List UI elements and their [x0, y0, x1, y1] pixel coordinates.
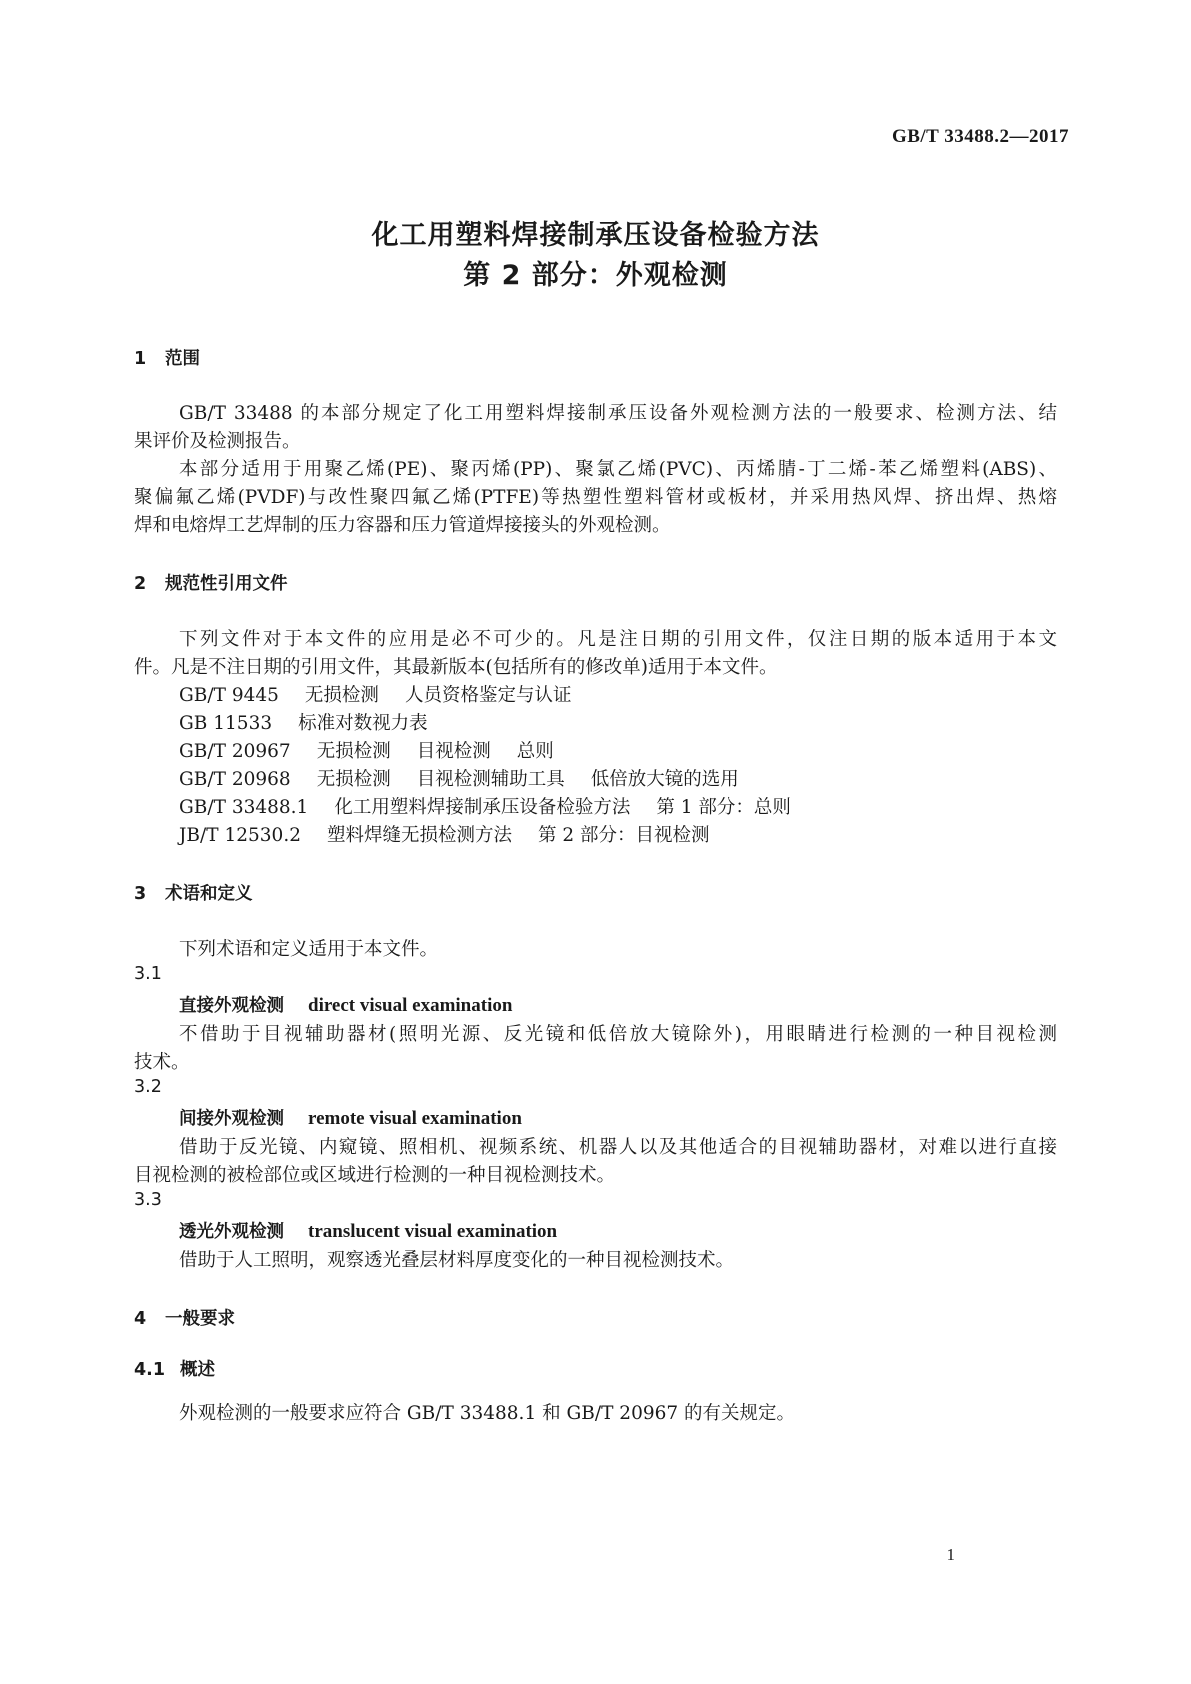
subsection-4-1-heading: [134, 1356, 215, 1381]
paragraph-line: 本部分适用于用聚乙烯(PE)、聚丙烯(PP)、聚氯乙烯(PVC)、丙烯腈-丁二烯-苯乙烯塑料(ABS)、: [179, 459, 1057, 480]
reference-item: [179, 709, 428, 735]
paragraph-line: 件。凡是不注日期的引用文件，其最新版本(包括所有的修改单)适用于本文件。: [134, 657, 778, 678]
term-zh: 透光外观检测: [179, 1222, 284, 1242]
reference-title-part: 无损检测: [316, 769, 391, 790]
term-definition-line: 借助于反光镜、内窥镜、照相机、视频系统、机器人以及其他适合的目视辅助器材，对难以进行直接: [179, 1137, 1057, 1158]
standard-number: GB/T 33488.2—2017: [891, 126, 1069, 147]
term-number: 3.2: [134, 1077, 162, 1097]
section-number: 4: [134, 1309, 147, 1329]
document-subtitle: 第 2 部分：外观检测: [463, 260, 728, 291]
reference-code: GB 11533: [179, 713, 273, 734]
reference-title-part: 塑料焊缝无损检测方法: [326, 825, 512, 846]
term-definition-line: 目视检测的被检部位或区域进行检测的一种目视检测技术。: [134, 1165, 616, 1186]
section-number: 1: [134, 349, 147, 369]
reference-title-part: 目视检测: [416, 741, 491, 762]
document-title: 化工用塑料焊接制承压设备检验方法: [371, 220, 820, 251]
reference-code: GB/T 33488.1: [179, 797, 309, 818]
term-en: remote visual examination: [308, 1108, 522, 1129]
term-heading: [179, 1105, 522, 1130]
term-number: 3.1: [134, 964, 162, 984]
reference-item: [179, 793, 791, 819]
paragraph-line: 焊和电熔焊工艺焊制的压力容器和压力管道焊接接头的外观检测。: [134, 515, 671, 536]
reference-title-part: 总则: [516, 741, 554, 762]
section-number: 3: [134, 884, 147, 904]
reference-code: GB/T 9445: [179, 685, 279, 706]
reference-code: JB/T 12530.2: [179, 825, 301, 846]
paragraph-line: 聚偏氟乙烯(PVDF)与改性聚四氟乙烯(PTFE)等热塑性塑料管材或板材，并采用热风焊、挤出焊、热熔: [134, 487, 1057, 508]
reference-code: GB/T 20967: [179, 741, 291, 762]
section-title: 一般要求: [165, 1309, 235, 1329]
reference-title-part: 无损检测: [316, 741, 391, 762]
section-title: 规范性引用文件: [165, 574, 288, 594]
subsection-number: 4.1: [134, 1360, 166, 1380]
paragraph-line: 果评价及检测报告。: [134, 431, 301, 452]
paragraph-line: 下列术语和定义适用于本文件。: [179, 939, 439, 960]
term-definition-line: 借助于人工照明，观察透光叠层材料厚度变化的一种目视检测技术。: [179, 1250, 735, 1271]
reference-code: GB/T 20968: [179, 769, 291, 790]
term-zh: 间接外观检测: [179, 1109, 284, 1129]
reference-item: [179, 821, 710, 847]
reference-title-part: 化工用塑料焊接制承压设备检验方法: [334, 797, 631, 818]
paragraph-line: GB/T 33488 的本部分规定了化工用塑料焊接制承压设备外观检测方法的一般要求、检测方法、结: [179, 403, 1057, 424]
term-heading: [179, 1218, 557, 1243]
section-4-heading: [134, 1305, 235, 1330]
reference-title-part: 低倍放大镜的选用: [590, 769, 739, 790]
section-3-heading: [134, 880, 253, 905]
reference-item: [179, 681, 571, 707]
section-title: 范围: [165, 349, 200, 369]
section-title: 术语和定义: [165, 884, 253, 904]
term-zh: 直接外观检测: [179, 996, 284, 1016]
term-definition-line: 不借助于目视辅助器材(照明光源、反光镜和低倍放大镜除外)，用眼睛进行检测的一种目视检测: [179, 1024, 1057, 1045]
page-number: 1: [946, 1545, 955, 1564]
term-en: translucent visual examination: [308, 1221, 558, 1242]
term-heading: [179, 992, 512, 1017]
reference-item: [179, 765, 739, 791]
paragraph-line: 下列文件对于本文件的应用是必不可少的。凡是注日期的引用文件，仅注日期的版本适用于本文: [179, 629, 1057, 650]
section-1-heading: [134, 345, 200, 370]
reference-item: [179, 737, 554, 763]
term-definition-line: 技术。: [134, 1052, 190, 1073]
section-number: 2: [134, 574, 147, 594]
paragraph-line: 外观检测的一般要求应符合 GB/T 33488.1 和 GB/T 20967 的有关规定。: [179, 1403, 796, 1424]
term-en: direct visual examination: [308, 995, 513, 1016]
reference-title-part: 第 2 部分：目视检测: [537, 825, 710, 846]
reference-title-part: 人员资格鉴定与认证: [404, 685, 572, 706]
reference-title-part: 标准对数视力表: [298, 713, 428, 734]
reference-title-part: 第 1 部分：总则: [656, 797, 791, 818]
reference-title-part: 无损检测: [304, 685, 379, 706]
subsection-title: 概述: [180, 1360, 215, 1380]
reference-title-part: 目视检测辅助工具: [416, 769, 565, 790]
term-number: 3.3: [134, 1190, 162, 1210]
section-2-heading: [134, 570, 288, 595]
